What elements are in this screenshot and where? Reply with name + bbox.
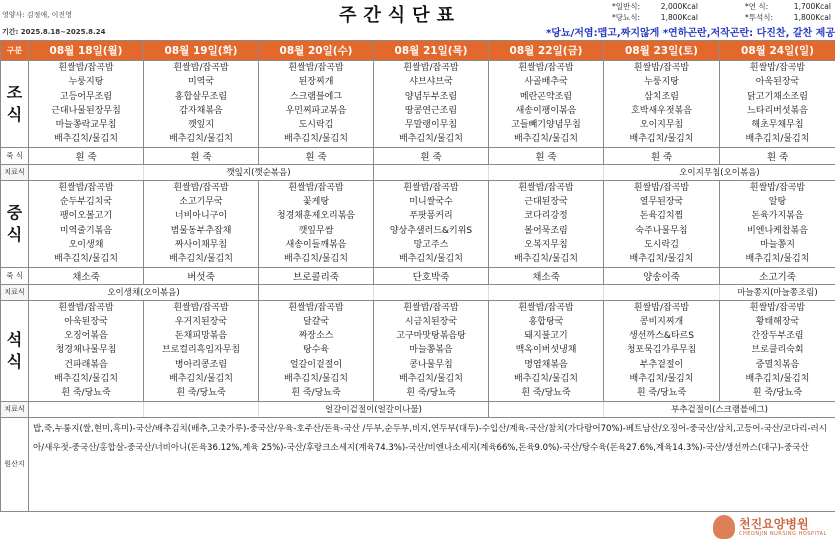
menu-item: 브로클리숙회 <box>751 345 804 356</box>
menu-item: 흰 죽/당뇨죽 <box>752 388 803 399</box>
therapeutic-cell <box>489 284 604 300</box>
therapeutic-cell: 깻잎지(깻순볶음) <box>144 164 374 180</box>
menu-item: 흰쌀밥/잡곡밥 <box>518 63 574 73</box>
menu-item: 메란곤약조림 <box>519 91 573 102</box>
menu-item: 비엔나케찹볶음 <box>747 225 808 236</box>
menu-item: 오복지무침 <box>524 239 568 250</box>
porridge-cell: 흰 죽 <box>374 147 489 164</box>
menu-item: 볼어묵조림 <box>524 225 568 236</box>
porridge-cell: 채소죽 <box>29 267 144 284</box>
menu-item: 흰쌀밥/잡곡밥 <box>633 302 690 313</box>
calorie-diabetic: *당뇨식: 1,800Kcal <box>612 13 698 22</box>
menu-item: 간장두부조림 <box>751 331 804 342</box>
menu-item: 돈육가지볶음 <box>751 211 804 222</box>
menu-item: 고등어무조림 <box>59 91 113 102</box>
menu-item: 양상추샐러드&키위S <box>389 225 473 236</box>
menu-item: 흰 죽/당뇨죽 <box>291 388 341 399</box>
therapeutic-label: 치료식 <box>1 164 29 180</box>
menu-item: 배추김치/물김치 <box>169 374 233 385</box>
menu-item: 새송이팽이볶음 <box>515 105 577 116</box>
menu-item: 해초무채무침 <box>751 120 804 131</box>
day-menu-cell <box>374 300 489 401</box>
therapeutic-label: 치료식 <box>1 401 29 417</box>
menu-item: 깻잎무쌈 <box>298 225 334 236</box>
dinner-label: 석 식 <box>1 300 29 401</box>
menu-item: 흰쌀밥/잡곡밥 <box>403 63 459 73</box>
day-menu-cell <box>720 300 835 401</box>
day-menu-cell <box>144 180 259 267</box>
menu-item: 누룽지탕 <box>644 77 679 88</box>
menu-item: 배추김치/물김치 <box>169 254 233 265</box>
lunch-porridge-row <box>1 267 835 284</box>
day-header: 08월 22일(금) <box>489 41 604 61</box>
menu-item: 청경채나물무침 <box>55 345 117 356</box>
menu-item: 배추김치/물김치 <box>745 254 810 265</box>
day-menu-cell <box>259 180 374 267</box>
menu-item: 흰쌀밥/잡곡밥 <box>173 182 229 193</box>
therapeutic-cell: 얼갈이겉절이(얼갈이나물) <box>259 401 489 417</box>
origin-text: 밥,죽,누룽지(쌀,현미,흑미)-국산/배추김치(배추,고춧가루)-중국산/우육-호주산/돈육-국산 /두부,순두부,비지,연두부(대두)-수입산/계육-국산/참치(가다랑어70%)-베트남산/오징어-중국산/삼치,고등어-국산/코다리-러시아/새우젓-중국산/홍합살-중국산/너비아니(돈육36.12%,계육 25%)-국산/후랑크소세지(계육74.3%)-국산/비엔나소세지(계육66%,돈육9.0%)-국산/탕수육(돈육27.6%,계육14.3%)-국산/생선까스(대구)-중국산 <box>29 417 835 511</box>
menu-item: 시금치된장국 <box>404 316 458 327</box>
menu-item: 명엽채볶음 <box>524 359 568 370</box>
menu-item: 흰쌀밥/잡곡밥 <box>518 182 574 193</box>
menu-item: 꽃게탕 <box>302 197 330 208</box>
day-menu-cell <box>374 61 489 148</box>
hospital-name-en: CHEONJIN NURSING HOSPITAL <box>739 531 827 537</box>
therapeutic-cell: 오이생채(오이볶음) <box>29 284 259 300</box>
menu-item: 흰쌀밥/잡곡밥 <box>288 302 344 313</box>
menu-item: 오이생채 <box>68 239 104 250</box>
day-header: 08월 18일(월) <box>29 41 144 61</box>
menu-item: 콩비지찌개 <box>639 316 684 327</box>
porridge-cell: 채소죽 <box>489 267 604 284</box>
porridge-cell: 흰 죽 <box>489 147 604 164</box>
menu-item: 우민찌파교볶음 <box>285 105 347 116</box>
day-menu-cell <box>29 61 144 148</box>
menu-item: 마늘쫑지 <box>760 239 795 250</box>
day-menu-cell <box>489 180 604 267</box>
menu-item: 배추김치/물김치 <box>54 134 118 145</box>
menu-item: 생선까스&타르S <box>629 331 694 342</box>
menu-item: 우거지된장국 <box>174 316 228 327</box>
menu-item: 배추김치/물김치 <box>399 134 463 145</box>
menu-item: 배추김치/물김치 <box>629 134 694 145</box>
therapeutic-cell <box>489 164 604 180</box>
menu-item: 탕수육 <box>302 345 330 356</box>
lunch-row <box>1 180 835 267</box>
day-menu-cell <box>604 300 720 401</box>
therapeutic-cell <box>489 401 604 417</box>
therapeutic-cell <box>604 284 720 300</box>
menu-item: 스크램블에그 <box>289 91 343 102</box>
lunch-therapeutic-row <box>1 284 835 300</box>
calorie-dialysis: *투석식: 1,800Kcal <box>745 13 831 22</box>
day-menu-cell <box>489 61 604 148</box>
menu-item: 푸팟퐁커리 <box>409 211 453 222</box>
origin-row <box>1 417 835 511</box>
menu-item: 코다리강정 <box>524 211 568 222</box>
menu-period: 기간: 2025.8.18~2025.8.24 <box>2 28 106 36</box>
menu-item: 흰쌀밥/잡곡밥 <box>58 302 114 313</box>
menu-item: 고구마맛탕볶음탕 <box>396 331 466 342</box>
menu-item: 흰쌀밥/잡곡밥 <box>288 182 344 193</box>
day-menu-cell <box>604 61 720 148</box>
menu-item: 흰 죽/당뇨죽 <box>176 388 226 399</box>
menu-item: 흰 죽/당뇨죽 <box>521 388 571 399</box>
menu-item: 배추김치/물김치 <box>629 374 694 385</box>
calorie-soft: *연 식: 1,700Kcal <box>745 2 831 11</box>
menu-item: 청경채훈제오리볶음 <box>276 211 356 222</box>
day-menu-cell <box>374 180 489 267</box>
menu-item: 범물동부추잡채 <box>170 225 232 236</box>
menu-item: 배추김치/물김치 <box>514 374 578 385</box>
menu-item: 호박새우젓볶음 <box>631 105 692 116</box>
page-title: 주간식단표 <box>339 5 461 26</box>
day-menu-cell <box>259 300 374 401</box>
therapeutic-cell <box>144 401 259 417</box>
menu-item: 사골배추국 <box>524 77 568 88</box>
corner-label: 구분 <box>1 41 29 61</box>
menu-item: 된장찌개 <box>298 77 334 88</box>
day-header: 08월 24일(일) <box>720 41 835 61</box>
menu-item: 망고주스 <box>413 239 449 250</box>
hospital-logo <box>713 513 831 543</box>
menu-item: 돈채피망볶음 <box>174 331 228 342</box>
breakfast-porridge-row <box>1 147 835 164</box>
day-menu-cell <box>720 61 835 148</box>
day-menu-cell <box>29 180 144 267</box>
menu-item: 도시락김 <box>298 120 334 131</box>
menu-item: 흰쌀밥/잡곡밥 <box>749 63 806 73</box>
menu-item: 흰쌀밥/잡곡밥 <box>633 63 690 73</box>
menu-item: 양념두부조림 <box>404 91 458 102</box>
day-menu-cell <box>489 300 604 401</box>
day-menu-cell <box>604 180 720 267</box>
therapeutic-cell: 부추겉절이(스크램블에그) <box>604 401 835 417</box>
menu-item: 근대된장국 <box>524 197 568 208</box>
menu-item: 배추김치/물김치 <box>284 134 348 145</box>
menu-item: 흰쌀밥/잡곡밥 <box>403 182 459 193</box>
breakfast-row <box>1 61 835 148</box>
menu-item: 너비아니구이 <box>174 211 228 222</box>
menu-item: 팽이오볼고기 <box>59 211 113 222</box>
menu-item: 누룽지탕 <box>68 77 104 88</box>
menu-item: 흰쌀밥/잡곡밥 <box>749 182 806 193</box>
menu-item: 무말랭이무침 <box>404 120 458 131</box>
menu-item: 미니쌀국수 <box>409 197 453 208</box>
menu-item: 아욱된장국 <box>755 77 800 88</box>
menu-item: 소고기무국 <box>179 197 223 208</box>
menu-item: 새송이들깨볶음 <box>285 239 347 250</box>
menu-item: 홍합살무조림 <box>174 91 228 102</box>
day-header: 08월 20일(수) <box>259 41 374 61</box>
porridge-cell: 흰 죽 <box>29 147 144 164</box>
menu-item: 흰쌀밥/잡곡밥 <box>633 182 690 193</box>
menu-item: 배추김치/물김치 <box>745 134 810 145</box>
menu-item: 청포묵김가루무침 <box>626 345 697 356</box>
calorie-regular: *일반식: 2,000Kcal <box>612 2 698 11</box>
menu-item: 흰쌀밥/잡곡밥 <box>288 63 344 73</box>
lunch-label: 중 식 <box>1 180 29 267</box>
porridge-cell: 양송이죽 <box>604 267 720 284</box>
diet-notice: *당뇨/저염:맵고,짜지않게 *연하곤란,저작곤란: 다진찬, 갈찬 제공 <box>546 28 835 39</box>
menu-item: 흰쌀밥/잡곡밥 <box>58 63 114 73</box>
day-menu-cell <box>144 300 259 401</box>
hospital-name: 천진요양병원 <box>739 517 809 531</box>
menu-item: 배추김치/물김치 <box>514 254 578 265</box>
menu-item: 배추김치/물김치 <box>745 374 810 385</box>
menu-item: 도시락김 <box>644 239 679 250</box>
menu-item: 고들빼기양념무침 <box>511 120 581 131</box>
porridge-cell: 버섯죽 <box>144 267 259 284</box>
menu-item: 브로컬리흑임자무침 <box>161 345 241 356</box>
day-menu-cell <box>144 61 259 148</box>
breakfast-label: 조 식 <box>1 61 29 148</box>
menu-item: 흰쌀밥/잡곡밥 <box>749 302 806 313</box>
menu-item: 황태해장국 <box>755 316 800 327</box>
porridge-cell: 소고기죽 <box>720 267 835 284</box>
dietitian-names: 영양사: 김정애, 이진영 <box>2 11 72 19</box>
menu-item: 배추김치/물김치 <box>284 374 348 385</box>
origin-label: 원산지 <box>1 417 29 511</box>
menu-item: 홍합탕국 <box>528 316 564 327</box>
menu-item: 숙주나물무침 <box>635 225 688 236</box>
menu-item: 마늘쫑볶음 <box>409 345 453 356</box>
porridge-cell: 흰 죽 <box>259 147 374 164</box>
menu-item: 짜사이채무침 <box>174 239 228 250</box>
dinner-row <box>1 300 835 401</box>
day-menu-cell <box>259 61 374 148</box>
tree-logo-icon <box>713 515 735 539</box>
menu-item: 흰 죽/당뇨죽 <box>61 388 111 399</box>
menu-item: 삼치조림 <box>644 91 679 102</box>
menu-item: 배추김치/물김치 <box>514 134 578 145</box>
day-header: 08월 21일(목) <box>374 41 489 61</box>
day-header: 08월 23일(토) <box>604 41 720 61</box>
menu-item: 배추김치/물김치 <box>399 374 463 385</box>
menu-item: 병아리콩조림 <box>174 359 228 370</box>
menu-item: 배추김치/물김치 <box>54 254 118 265</box>
menu-item: 근대나물된장무침 <box>51 105 121 116</box>
menu-item: 배추김치/물김치 <box>284 254 348 265</box>
menu-item: 흰쌀밥/잡곡밥 <box>518 302 574 313</box>
menu-item: 미역줄기볶음 <box>59 225 113 236</box>
menu-item: 배추김치/물김치 <box>54 374 118 385</box>
menu-item: 샤브샤브국 <box>409 77 453 88</box>
menu-item: 흰쌀밥/잡곡밥 <box>173 302 229 313</box>
menu-item: 깻잎지 <box>187 120 215 131</box>
therapeutic-cell: 마늘쫑지(마늘쫑조림) <box>720 284 835 300</box>
menu-item: 감자채볶음 <box>179 105 223 116</box>
menu-item: 열무된장국 <box>639 197 684 208</box>
porridge-cell: 흰 죽 <box>144 147 259 164</box>
menu-item: 느타리버섯볶음 <box>747 105 808 116</box>
menu-item: 미역국 <box>187 77 215 88</box>
menu-item: 백옥이버섯냉채 <box>515 345 577 356</box>
porridge-cell: 브로콜리죽 <box>259 267 374 284</box>
breakfast-therapeutic-row <box>1 164 835 180</box>
menu-item: 닭고기채소조림 <box>747 91 808 102</box>
menu-item: 알탕 <box>768 197 787 208</box>
menu-item: 얼갈이겉절이 <box>289 359 343 370</box>
menu-item: 마늘쫑락교무침 <box>55 120 117 131</box>
porridge-cell: 흰 죽 <box>604 147 720 164</box>
date-header-row <box>1 41 835 61</box>
menu-item: 흰쌀밥/잡곡밥 <box>403 302 459 313</box>
menu-item: 배추김치/물김치 <box>399 254 463 265</box>
therapeutic-cell <box>29 401 144 417</box>
therapeutic-cell: 오이지무침(오이볶음) <box>604 164 835 180</box>
therapeutic-cell <box>374 284 489 300</box>
header <box>0 0 835 40</box>
menu-item: 돈육김치찜 <box>639 211 684 222</box>
day-header: 08월 19일(화) <box>144 41 259 61</box>
menu-item: 땅콩연근조림 <box>404 105 458 116</box>
menu-item: 오징어볶음 <box>64 331 108 342</box>
menu-item: 짜장소스 <box>298 331 334 342</box>
menu-item: 배추김치/물김치 <box>169 134 233 145</box>
day-menu-cell <box>29 300 144 401</box>
menu-item: 건파래볶음 <box>64 359 108 370</box>
menu-item: 흰쌀밥/잡곡밥 <box>58 182 114 193</box>
menu-item: 흰 죽/당뇨죽 <box>406 388 456 399</box>
day-menu-cell <box>720 180 835 267</box>
menu-item: 아욱된장국 <box>64 316 108 327</box>
porridge-label: 죽 식 <box>1 267 29 284</box>
menu-item: 배추김치/물김치 <box>629 254 694 265</box>
dinner-therapeutic-row <box>1 401 835 417</box>
menu-item: 중멸치볶음 <box>755 359 800 370</box>
therapeutic-label: 치료식 <box>1 284 29 300</box>
porridge-cell: 흰 죽 <box>720 147 835 164</box>
therapeutic-cell <box>29 164 144 180</box>
menu-item: 콩나물무침 <box>409 359 453 370</box>
menu-item: 돼지불고기 <box>524 331 568 342</box>
weekly-menu-table <box>0 40 835 512</box>
therapeutic-cell <box>374 164 489 180</box>
menu-item: 흰 죽/당뇨죽 <box>636 388 687 399</box>
therapeutic-cell <box>259 284 374 300</box>
menu-item: 오이지무침 <box>639 120 684 131</box>
menu-item: 순두부김치국 <box>59 197 113 208</box>
porridge-cell: 단호박죽 <box>374 267 489 284</box>
menu-item: 달걀국 <box>302 316 330 327</box>
porridge-label: 죽 식 <box>1 147 29 164</box>
menu-item: 흰쌀밥/잡곡밥 <box>173 63 229 73</box>
menu-item: 부추겉절이 <box>639 359 684 370</box>
